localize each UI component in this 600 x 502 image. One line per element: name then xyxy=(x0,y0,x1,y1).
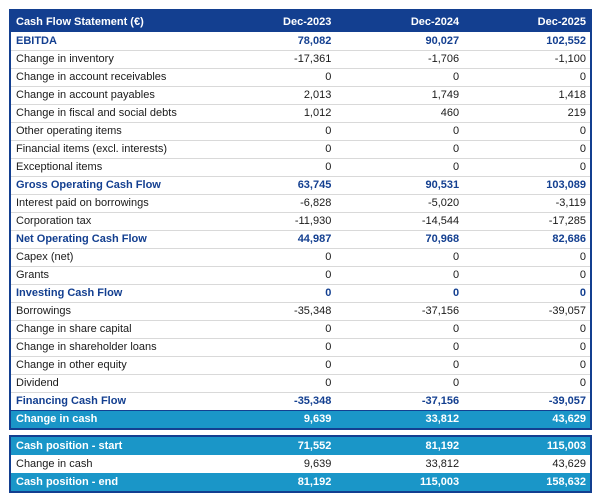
table-row-change-in-other-equity xyxy=(10,356,591,374)
table-row-change-in-inventory xyxy=(10,50,591,68)
cell-value: 33,812 xyxy=(335,410,463,429)
cell-value: -39,057 xyxy=(463,392,591,410)
row-label: Exceptional items xyxy=(10,158,208,176)
table-header-row xyxy=(10,10,591,32)
cell-value: -17,361 xyxy=(208,50,336,68)
cell-value: 0 xyxy=(463,140,591,158)
cell-value: 460 xyxy=(335,104,463,122)
cell-value: 0 xyxy=(335,374,463,392)
row-label: Cash position - start xyxy=(10,436,208,455)
row-label: Change in fiscal and social debts xyxy=(10,104,208,122)
table-row-ebitda xyxy=(10,32,591,50)
row-label: Other operating items xyxy=(10,122,208,140)
table-row-change-in-share-capital xyxy=(10,320,591,338)
cell-value: 0 xyxy=(208,158,336,176)
cell-value: 81,192 xyxy=(208,473,336,492)
row-label: Change in shareholder loans xyxy=(10,338,208,356)
cell-value: 0 xyxy=(335,356,463,374)
cell-value: -17,285 xyxy=(463,212,591,230)
table-row-financing-cash-flow xyxy=(10,392,591,410)
table-row-dividend xyxy=(10,374,591,392)
table-row-grants xyxy=(10,266,591,284)
cell-value: 90,027 xyxy=(425,34,460,47)
cell-value: 0 xyxy=(335,122,463,140)
column-header-dec-2023: Dec-2023 xyxy=(208,10,336,32)
cell-value: 219 xyxy=(463,104,591,122)
row-label: Gross Operating Cash Flow xyxy=(10,176,208,194)
cell-value: 82,686 xyxy=(463,230,591,248)
row-label: Change in inventory xyxy=(10,50,208,68)
cell-value: 0 xyxy=(463,248,591,266)
cash-flow-statement xyxy=(9,9,592,493)
cell-value: 43,629 xyxy=(463,410,591,429)
cell-value: 0 xyxy=(463,284,591,302)
row-label: Borrowings xyxy=(10,302,208,320)
cell-value: 1,418 xyxy=(463,86,591,104)
cell-value: -1,706 xyxy=(335,50,463,68)
cell-value: 0 xyxy=(208,266,336,284)
table-row-cash-position-end xyxy=(10,473,591,492)
cell-value: -3,119 xyxy=(463,194,591,212)
table-row-net-operating-cash-flow xyxy=(10,230,591,248)
cell-value: 158,632 xyxy=(463,473,591,492)
row-label: Change in cash xyxy=(16,458,93,470)
cell-value: -5,020 xyxy=(335,194,463,212)
cell-value: 1,012 xyxy=(208,104,336,122)
cell-value: -1,100 xyxy=(463,50,591,68)
cell-value: 78,082 xyxy=(297,34,332,47)
cell-value: 0 xyxy=(463,320,591,338)
table-row-change-in-shareholder-loans xyxy=(10,338,591,356)
cell-value: 115,003 xyxy=(463,436,591,455)
cell-value: 0 xyxy=(335,338,463,356)
cell-value: -37,156 xyxy=(335,302,463,320)
cell-value: 9,639 xyxy=(208,410,336,429)
cell-value: 0 xyxy=(463,68,591,86)
cell-value: 0 xyxy=(208,284,336,302)
table-row-investing-cash-flow xyxy=(10,284,591,302)
row-label: Capex (net) xyxy=(10,248,208,266)
row-label: Financial items (excl. interests) xyxy=(10,140,208,158)
table-row-borrowings xyxy=(10,302,591,320)
row-label: Change in share capital xyxy=(10,320,208,338)
cell-value: 0 xyxy=(208,140,336,158)
cell-value: -39,057 xyxy=(463,302,591,320)
cell-value: 0 xyxy=(208,320,336,338)
cell-value: 0 xyxy=(335,320,463,338)
cell-value: 2,013 xyxy=(208,86,336,104)
cell-value: -14,544 xyxy=(335,212,463,230)
cell-value: -37,156 xyxy=(335,392,463,410)
table-row-change-in-account-receivables xyxy=(10,68,591,86)
cell-value: 0 xyxy=(463,158,591,176)
row-label: Change in account receivables xyxy=(10,68,208,86)
cell-value: 0 xyxy=(208,374,336,392)
cell-value: 0 xyxy=(335,284,463,302)
cell-value: 0 xyxy=(335,140,463,158)
row-label: Change in other equity xyxy=(10,356,208,374)
cell-value: 0 xyxy=(335,158,463,176)
row-label: Change in account payables xyxy=(10,86,208,104)
table-row-change-in-cash xyxy=(10,455,591,473)
cell-value: 0 xyxy=(335,68,463,86)
cell-value: -11,930 xyxy=(208,212,336,230)
cell-value: 115,003 xyxy=(335,473,463,492)
cell-value: 43,629 xyxy=(552,458,586,470)
cell-value: 81,192 xyxy=(335,436,463,455)
table-row-financial-items-excl-interests xyxy=(10,140,591,158)
row-label: Corporation tax xyxy=(10,212,208,230)
table-row-cash-position-start xyxy=(10,436,591,455)
cell-value: 102,552 xyxy=(546,34,586,47)
cell-value: 0 xyxy=(463,266,591,284)
cell-value: -35,348 xyxy=(208,392,336,410)
cell-value: 63,745 xyxy=(208,176,336,194)
column-header-dec-2025: Dec-2025 xyxy=(463,10,591,32)
cell-value: 0 xyxy=(463,374,591,392)
table-row-gross-operating-cash-flow xyxy=(10,176,591,194)
cell-value: 103,089 xyxy=(463,176,591,194)
cell-value: 0 xyxy=(463,338,591,356)
table-row-other-operating-items xyxy=(10,122,591,140)
cell-value: 0 xyxy=(335,266,463,284)
table-row-capex-net xyxy=(10,248,591,266)
cell-value: 33,812 xyxy=(425,458,460,470)
row-label: Cash position - end xyxy=(10,473,208,492)
row-label: Net Operating Cash Flow xyxy=(10,230,208,248)
cell-value: 0 xyxy=(208,248,336,266)
cell-value: 0 xyxy=(208,122,336,140)
column-header-dec-2024: Dec-2024 xyxy=(335,10,463,32)
table-row-change-in-account-payables xyxy=(10,86,591,104)
table-row-change-in-fiscal-and-social-debts xyxy=(10,104,591,122)
table-row-interest-paid-on-borrowings xyxy=(10,194,591,212)
cell-value: 44,987 xyxy=(208,230,336,248)
table-row-corporation-tax xyxy=(10,212,591,230)
row-label: Change in cash xyxy=(10,410,208,429)
cell-value: -6,828 xyxy=(208,194,336,212)
cell-value: 70,968 xyxy=(335,230,463,248)
row-label: Investing Cash Flow xyxy=(10,284,208,302)
table-row-change-in-cash xyxy=(10,410,591,429)
row-label: Financing Cash Flow xyxy=(10,392,208,410)
cell-value: 0 xyxy=(208,338,336,356)
table-row-exceptional-items xyxy=(10,158,591,176)
cell-value: 0 xyxy=(208,68,336,86)
cell-value: 9,639 xyxy=(303,458,332,470)
row-label: Interest paid on borrowings xyxy=(10,194,208,212)
cell-value: -35,348 xyxy=(208,302,336,320)
row-label: EBITDA xyxy=(16,34,57,47)
cell-value: 1,749 xyxy=(335,86,463,104)
cell-value: 0 xyxy=(335,248,463,266)
cell-value: 90,531 xyxy=(335,176,463,194)
row-label: Grants xyxy=(10,266,208,284)
table-title: Cash Flow Statement (€) xyxy=(10,10,208,32)
row-label: Dividend xyxy=(10,374,208,392)
cell-value: 0 xyxy=(463,356,591,374)
cell-value: 0 xyxy=(208,356,336,374)
cash-position-summary-table xyxy=(9,435,592,493)
cell-value: 71,552 xyxy=(208,436,336,455)
cash-flow-table xyxy=(9,9,592,430)
cell-value: 0 xyxy=(463,122,591,140)
